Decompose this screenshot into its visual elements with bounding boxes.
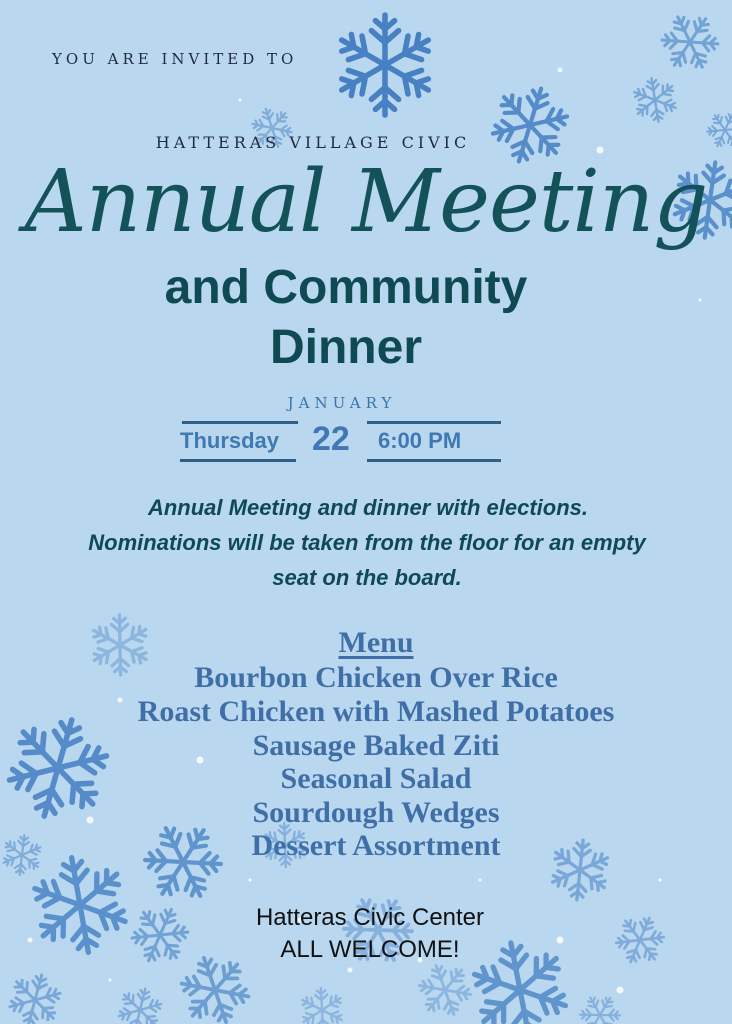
snowflake-icon	[701, 106, 732, 154]
invited-line: YOU ARE INVITED TO	[52, 50, 298, 68]
sparkle-dot	[249, 879, 252, 882]
description-line-3: seat on the board.	[272, 565, 462, 590]
snowflake-icon	[335, 15, 435, 115]
event-subtitle-line-2: Dinner	[269, 321, 422, 374]
description-line-1: Annual Meeting and dinner with elections.	[147, 495, 589, 520]
event-month: JANUARY	[287, 394, 397, 412]
sparkle-dot	[239, 99, 242, 102]
description-line-2: Nominations will be taken from the floor for an empty	[88, 530, 646, 555]
sparkle-dot	[699, 299, 702, 302]
menu-item: Dessert Assortment	[251, 829, 501, 862]
event-day: 22	[312, 420, 350, 458]
date-rule-top-right	[367, 421, 501, 424]
event-subtitle-line-1: and Community	[164, 261, 528, 314]
date-rule-bottom-right	[367, 459, 501, 462]
sparkle-dot	[109, 979, 112, 982]
sparkle-dot	[348, 968, 353, 973]
sparkle-dot	[659, 879, 662, 882]
snowflake-icon	[113, 983, 166, 1024]
organization-name: HATTERAS VILLAGE CIVIC	[155, 133, 471, 152]
venue-name: Hatteras Civic Center	[255, 904, 485, 931]
menu-item: Roast Chicken with Mashed Potatoes	[137, 695, 615, 728]
welcome-line: ALL WELCOME!	[280, 936, 460, 963]
menu-item: Bourbon Chicken Over Rice	[194, 661, 558, 694]
snowflake-icon	[3, 968, 67, 1024]
date-rule-bottom-left	[180, 459, 296, 462]
menu-title: Menu	[338, 626, 414, 659]
date-rule-top-left	[182, 421, 298, 424]
sparkle-dot	[558, 68, 563, 73]
sparkle-dot	[617, 987, 624, 994]
event-time: 6:00 PM	[378, 428, 462, 453]
sparkle-dot	[479, 879, 482, 882]
menu-item: Sourdough Wedges	[252, 796, 500, 829]
menu-item: Seasonal Salad	[280, 762, 472, 795]
event-weekday: Thursday	[180, 428, 280, 453]
snowflake-icon	[292, 980, 353, 1024]
snowflake-icon	[624, 69, 686, 131]
menu-item: Sausage Baked Ziti	[252, 729, 500, 762]
event-title: Annual Meeting	[24, 152, 708, 252]
snowflake-icon	[651, 3, 729, 81]
